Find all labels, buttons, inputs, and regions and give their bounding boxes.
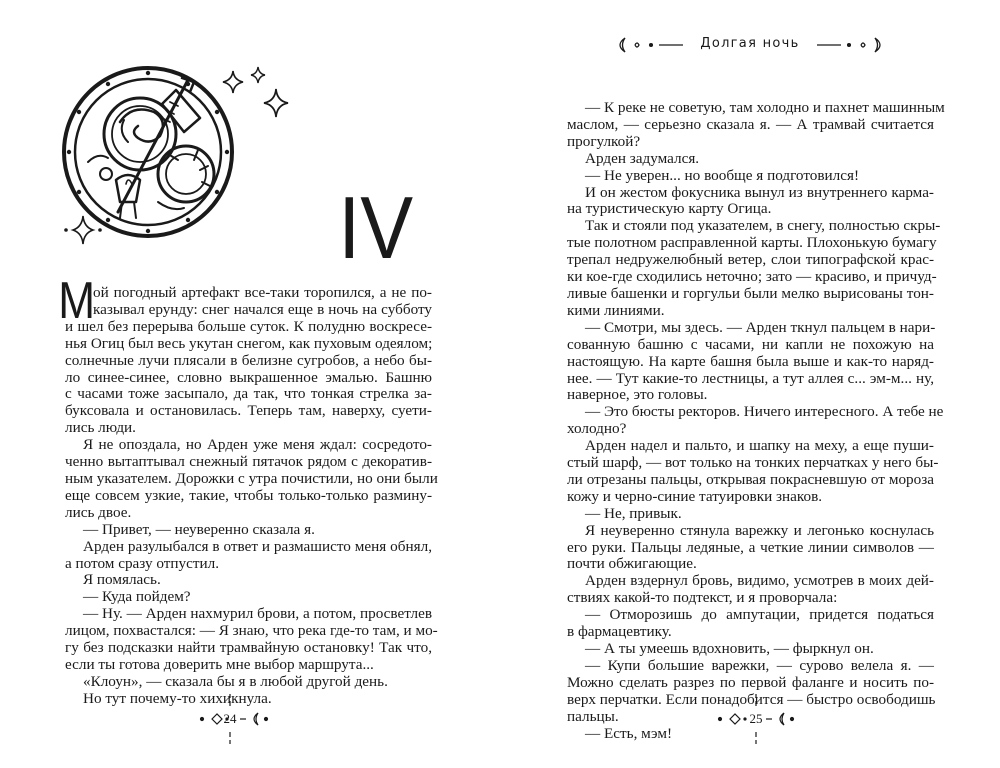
text-line: ло синее-синее, словно выкрашенное эмалью. Башню [65,368,432,386]
text-line: в фармацевтику. [567,623,672,641]
text-line: сованную башню с часами, ни капли не похожую на [567,335,934,353]
text-line: — А ты умеешь вдохновить, — фыркнул он. [585,640,874,657]
text-line: лицом, похвастался: — Я знаю, что река где-то там, и мо- [65,622,438,640]
text-line: — Это бюсты ректоров. Ничего интересного. А тебе не [585,403,944,421]
sparkle-icon [263,88,289,118]
text-line: Я помялась. [83,571,161,589]
text-line: Я неуверенно стянула варежку и легонько коснулась [585,521,934,539]
text-line: ли отрезаны пальцы, открывая покрасневшую от мороза [567,470,934,488]
text-line: маслом, — серьезно сказала я. — А трамвай считается [567,115,934,133]
text-line: — Купи большие варежки, — сурово велела я. — [585,656,934,674]
text-line: верх перчатки. Если понадобится — быстро освободишь [567,690,936,708]
text-line: ствиях какой-то подтекст, и я проворчала: [567,589,838,607]
running-head-title: Долгая ночь [700,36,800,51]
text-line: ки кое-где сходились неточно; зато — красиво, и причуд- [567,268,937,286]
text-line: «Клоун», — сказала бы я в любой другой день. [83,672,388,690]
text-line: — К реке не советую, там холодно и пахнет машинным [585,99,945,116]
text-line: Арден разулыбался в ответ и размашисто меня обнял, [83,537,432,555]
text-line: — Куда пойдем? [83,588,191,606]
text-line: прогулкой? [567,132,641,150]
text-line: и шел без перерыва больше суток. К полудню воскресе- [65,317,432,335]
text-line: Можно сделать разрез по первой фаланге и носить по- [567,673,934,691]
text-line: Арден вздернул бровь, видимо, усмотрев в моих дей- [585,572,934,590]
text-line: если ты готова доверить мне выбор маршрута... [65,655,374,673]
text-line: Арден надел и пальто, и шапку на меху, а еще пуши- [585,437,934,455]
text-line: настоящую. На карте башня была выше и как-то наряд- [567,352,934,370]
text-line: казывал ерунду: снег начался еще в ночь на субботу [93,300,432,318]
text-line: трепал недружелюбный ветер, слои типографской крас- [567,251,934,269]
text-line: лись люди. [65,419,136,437]
page-number: 24 [223,711,237,726]
text-line: Но тут почему-то хихикнула. [83,689,272,707]
text-line: — Есть, мэм! [585,724,673,742]
right-body-text [567,99,945,742]
text-line: ным указателем. Дорожки с утра почистили, но они были [65,469,438,487]
text-line: стый шарф, — вот только на тонких перчатках у него бы- [567,454,939,472]
text-line: нья Огиц был весь укутан снегом, как пуховым одеялом; [65,334,433,352]
text-line: наверное, это головы. [567,386,708,404]
text-line: — Отморозишь до ампутации, придется податься [585,606,934,624]
text-line: — Не, привык. [585,504,682,522]
text-line: на туристическую карту Огица. [567,200,772,218]
text-line: солнечные лучи плясали в белизне сугробов, а небо бы- [65,351,432,369]
text-line: Я не опоздала, но Арден уже меня ждал: сосредото- [83,436,432,454]
text-line: гу без подсказки найти трамвайную остановку! Так что, [65,639,432,657]
text-line: — Смотри, мы здесь. — Арден ткнул пальцем в нари- [585,318,936,336]
right-folio [676,692,836,752]
text-line: кожу и черно-синие татуировки знаков. [567,487,823,505]
left-folio [150,692,310,752]
text-line: ченно вытаптывал снежный пятачок рядом с декоратив- [65,453,432,471]
left-body-text [65,284,438,708]
text-line: а потом сразу отпустил. [65,554,219,572]
text-line: Так и стояли под указателем, в снегу, полностью скры- [585,217,941,235]
text-line: пальцы. [567,707,619,725]
text-line: ой погодный артефакт все-таки торопился, а не по- [93,284,432,301]
text-line: его руки. Пальцы ледяные, а четкие линии символов — [567,538,934,556]
text-line: лись двое. [65,503,132,521]
text-line: холодно? [567,420,627,438]
text-line: почти обжигающие. [567,555,697,573]
text-line: — Ну. — Арден нахмурил брови, а потом, просветлев [83,605,432,623]
text-line: тые полотном расправленной карты. Плохонькую бумагу [567,234,937,252]
sparkle-icon [222,70,244,94]
text-line: — Не уверен... но вообще я подготовился! [585,166,860,184]
chapter-numeral [336,178,416,277]
text-line: — Привет, — неуверенно сказала я. [83,520,315,538]
page-number: 25 [749,711,763,726]
drop-cap-letter: М [58,271,96,330]
text-line: нее. — Тут какие-то лестницы, а тут аллея с... эм-м... ну, [567,369,934,387]
text-line: кими линиями. [567,301,665,319]
text-line: еще совсем узкие, такие, чтобы только-только размину- [65,486,432,504]
text-line: И он жестом фокусника вынул из внутреннего карма- [585,183,934,201]
sparkle-icon [250,66,266,84]
chapter-numeral-text: IV [338,178,414,277]
sparkle-icon [62,212,104,248]
text-line: ливые башенки и горгульи были мелко вырисованы тон- [567,284,934,302]
running-head [605,34,895,56]
text-line: с часами тоже засыпало, да так, что тонкая стрелка за- [65,385,432,403]
right-page [500,0,1000,768]
text-line: буксовала и остановилась. Теперь там, наверху, суети- [65,402,432,420]
text-line: Арден задумался. [585,149,700,167]
